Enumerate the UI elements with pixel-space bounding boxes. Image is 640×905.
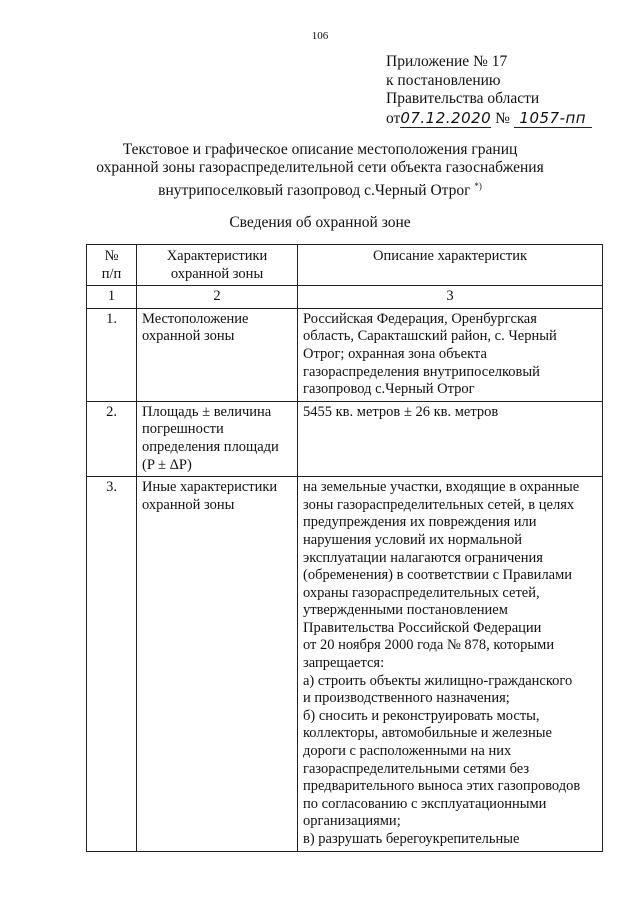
- row-description: [298, 401, 603, 476]
- number-prefix: №: [495, 109, 510, 127]
- row-description: [298, 308, 603, 401]
- text-line: на земельные участки, входящие в охранные: [303, 479, 580, 496]
- annex-reference: к постановлению: [386, 71, 501, 89]
- header-number-line1: №: [104, 248, 119, 264]
- text-line: коллекторы, автомобильные и железные: [303, 725, 552, 742]
- text-line: организациями;: [303, 813, 401, 830]
- text-line: утвержденными постановлением: [303, 602, 508, 619]
- column-number-3: 3: [298, 286, 603, 309]
- text-line: охранной зоны: [142, 496, 235, 513]
- column-number-1: 1: [87, 286, 137, 309]
- text-line: (P ± ΔP): [142, 456, 192, 473]
- text-line: и производственного назначения;: [303, 690, 510, 707]
- text-line: дороги с расположенными на них: [303, 743, 512, 760]
- footnote-mark: *): [474, 181, 482, 191]
- text-line: газораспределительными сетями без: [303, 760, 530, 777]
- title-line-1: Текстовое и графическое описание местоположения границ: [122, 141, 518, 158]
- table-row: [87, 401, 603, 476]
- row-description: [298, 477, 603, 851]
- text-line: Отрог; охранная зона объекта: [303, 345, 487, 362]
- text-line: эксплуатации налагаются ограничения: [303, 549, 543, 566]
- header-description: Описание характеристик: [298, 245, 603, 286]
- annex-header: [386, 53, 592, 128]
- row-characteristic: [137, 308, 298, 401]
- header-characteristic-line1: Характеристики: [166, 248, 268, 264]
- column-numbering-row: [87, 286, 603, 309]
- text-line: охраны газораспределительных сетей,: [303, 584, 540, 601]
- row-characteristic: [137, 401, 298, 476]
- text-line: область, Саракташский район, с. Черный: [303, 328, 557, 345]
- row-number: 1.: [87, 308, 137, 401]
- column-number-2: 2: [137, 286, 298, 309]
- text-line: определения площади: [142, 438, 279, 455]
- header-number: [87, 245, 137, 286]
- table-row: [87, 308, 603, 401]
- text-line: нарушения условий их нормальной: [303, 531, 523, 548]
- text-line: по согласованию с эксплуатационными: [303, 795, 547, 812]
- header-characteristic: [137, 245, 298, 286]
- row-characteristic: [137, 477, 298, 851]
- text-line: газораспределения внутрипоселковый: [303, 363, 540, 380]
- text-line: Российская Федерация, Оренбургская: [303, 310, 537, 327]
- table-row: [87, 477, 603, 851]
- page-number: 106: [311, 30, 329, 42]
- annex-authority: Правительства области: [386, 90, 540, 107]
- handwritten-date: 07.12.2020: [400, 108, 492, 127]
- text-line: а) строить объекты жилищно-гражданского: [303, 672, 573, 689]
- document-title: [0, 141, 640, 200]
- text-line: запрещается:: [303, 655, 385, 672]
- text-line: б) сносить и реконструировать мосты,: [303, 707, 540, 724]
- text-line: (обременения) в соответствии с Правилами: [303, 567, 573, 584]
- text-line: от 20 ноября 2000 года № 878, которыми: [303, 637, 555, 654]
- text-line: Правительства Российской Федерации: [303, 619, 542, 636]
- text-line: Площадь ± величина: [142, 403, 272, 420]
- text-line: Местоположение: [142, 310, 249, 327]
- text-line: Иные характеристики: [142, 479, 278, 496]
- table-header-row: [87, 245, 603, 286]
- text-line: зоны газораспределительных сетей, в целях: [303, 496, 575, 513]
- text-line: предупреждения их повреждения или: [303, 514, 537, 531]
- handwritten-number: 1057-пп: [514, 109, 592, 129]
- annex-date-number: [386, 109, 592, 129]
- annex-title: Приложение № 17: [386, 53, 508, 70]
- text-line: газопровод с.Черный Отрог: [303, 381, 475, 398]
- protection-zone-table: [86, 244, 603, 852]
- text-line: погрешности: [142, 421, 224, 438]
- header-number-line2: п/п: [101, 265, 122, 282]
- text-line: 5455 кв. метров ± 26 кв. метров: [303, 403, 499, 420]
- title-line-2: охранной зоны газораспределительной сети объекта газоснабжения: [96, 159, 544, 176]
- row-number: 3.: [87, 477, 137, 851]
- title-line-3: [0, 177, 640, 200]
- text-line: охранной зоны: [142, 328, 235, 345]
- header-characteristic-line2: охранной зоны: [170, 265, 264, 282]
- title-line-3-text: внутрипоселковый газопровод с.Черный Отрог: [158, 182, 471, 200]
- text-line: в) разрушать берегоукрепительные: [303, 831, 520, 847]
- date-prefix: от: [386, 109, 401, 127]
- row-number: 2.: [87, 401, 137, 476]
- text-line: предварительного выноса этих газопроводов: [303, 778, 581, 795]
- section-heading: Сведения об охранной зоне: [229, 214, 411, 231]
